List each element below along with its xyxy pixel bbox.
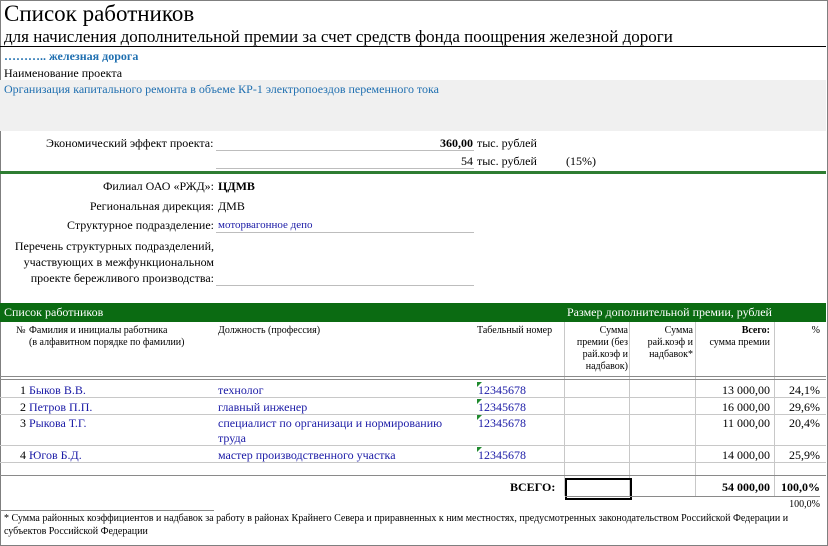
effect-value[interactable]: 360,00 xyxy=(440,136,473,150)
page-subtitle: для начисления дополнительной премии за счет средств фонда поощрения железной дороги xyxy=(4,27,673,46)
grid-col-pct xyxy=(774,322,775,496)
header-row-line-2 xyxy=(0,379,826,380)
effect-unit: тыс. рублей xyxy=(477,136,537,150)
grid-col-sum2 xyxy=(629,322,630,496)
section-divider xyxy=(0,171,826,174)
total-line-top xyxy=(0,475,826,476)
employee-tab-number[interactable]: 12345678 xyxy=(478,400,526,414)
employee-bonus-total[interactable]: 16 000,00 xyxy=(722,400,770,414)
col-total-1: Всего: xyxy=(741,325,770,336)
total-line-bottom xyxy=(565,496,820,497)
employee-bonus-pct: 24,1% xyxy=(789,383,820,397)
total-value[interactable]: 54 000,00 xyxy=(722,480,770,494)
branch-value[interactable]: ЦДМВ xyxy=(218,179,255,193)
col-num: № xyxy=(16,325,26,336)
col-sum2-3: надбавок* xyxy=(649,349,693,360)
footnote-divider xyxy=(0,510,214,511)
employee-bonus-pct: 20,4% xyxy=(789,416,820,430)
total-label: ВСЕГО: xyxy=(510,480,556,494)
row-line-3 xyxy=(0,445,826,446)
directorate-value[interactable]: ДМВ xyxy=(218,199,245,213)
header-row-line-1 xyxy=(0,376,826,377)
col-pct: % xyxy=(811,325,820,336)
col-position: Должность (профессия) xyxy=(218,325,321,336)
section-left-title: Список работников xyxy=(4,305,104,319)
check-pct: 100,0% xyxy=(789,499,820,510)
employee-tab-number[interactable]: 12345678 xyxy=(478,416,526,430)
unit-value[interactable]: моторвагонное депо xyxy=(218,219,313,231)
employee-bonus-pct: 29,6% xyxy=(789,400,820,414)
col-sum1-4: надбавок) xyxy=(585,361,628,372)
employee-bonus-pct: 25,9% xyxy=(789,448,820,462)
col-sum1-1: Сумма xyxy=(599,325,628,336)
branch-label: Филиал ОАО «РЖД»: xyxy=(102,179,214,193)
units-list-label-2: участвующих в межфункциональном xyxy=(23,255,214,269)
row-num: 3 xyxy=(20,416,26,430)
employee-position[interactable]: технолог xyxy=(218,383,264,397)
col-sum2-2: рай.коэф и xyxy=(647,337,693,348)
bonus-percent: (15%) xyxy=(566,154,596,168)
col-sum1-2: премии (без xyxy=(576,337,628,348)
employee-bonus-total[interactable]: 13 000,00 xyxy=(722,383,770,397)
footnote-line-2: субъектов Российской Федерации xyxy=(4,526,148,537)
directorate-label: Региональная дирекция: xyxy=(89,199,214,213)
project-name[interactable]: Организация капитального ремонта в объеме КР-1 электропоездов переменного тока xyxy=(4,82,439,96)
header-divider xyxy=(0,46,826,47)
col-tab: Табельный номер xyxy=(477,325,553,336)
units-list-label-3: проекте бережливого производства: xyxy=(30,271,214,285)
page-title: Список работников xyxy=(4,1,195,26)
railway-name: ……….. железная дорога xyxy=(4,49,139,63)
bonus-value[interactable]: 54 xyxy=(461,154,473,168)
effect-underline xyxy=(216,150,474,151)
employee-name[interactable]: Югов Б.Д. xyxy=(29,448,82,462)
col-name-2: (в алфавитном порядке по фамилии) xyxy=(29,337,185,348)
bonus-unit: тыс. рублей xyxy=(477,154,537,168)
row-num: 4 xyxy=(20,448,26,462)
bonus-underline xyxy=(216,168,474,169)
unit-label: Структурное подразделение: xyxy=(66,218,214,232)
footnote-line-1: * Сумма районных коэффициентов и надбавок за работу в районах Крайнего Севера и приравненных к ним местностях, предусмотренных законодательством Российской Федерации и xyxy=(4,513,789,524)
col-sum1-3: рай.коэф и xyxy=(582,349,628,360)
employee-position[interactable]: мастер производственного участка xyxy=(218,448,396,462)
grid-col-total xyxy=(695,322,696,496)
total-pct: 100,0% xyxy=(781,480,820,494)
employee-tab-number[interactable]: 12345678 xyxy=(478,448,526,462)
employee-name[interactable]: Петров П.П. xyxy=(29,400,93,414)
employee-position-line2[interactable]: труда xyxy=(218,431,246,445)
employee-position[interactable]: главный инженер xyxy=(218,400,308,414)
employee-name[interactable]: Рыкова Т.Г. xyxy=(29,416,87,430)
col-total-2: сумма премии xyxy=(709,337,770,348)
row-num: 1 xyxy=(20,383,26,397)
employee-tab-number[interactable]: 12345678 xyxy=(478,383,526,397)
col-name-1: Фамилия и инициалы работника xyxy=(29,325,168,336)
col-sum2-1: Сумма xyxy=(664,325,693,336)
table-section-header xyxy=(0,303,826,322)
employee-position[interactable]: специалист по организаци и нормированию xyxy=(218,416,443,430)
employee-bonus-total[interactable]: 11 000,00 xyxy=(722,416,770,430)
effect-label: Экономический эффект проекта: xyxy=(46,136,214,150)
section-right-title: Размер дополнительной премии, рублей xyxy=(567,305,772,319)
row-num: 2 xyxy=(20,400,26,414)
units-list-label-1: Перечень структурных подразделений, xyxy=(14,239,214,253)
employee-bonus-total[interactable]: 14 000,00 xyxy=(722,448,770,462)
project-name-label: Наименование проекта xyxy=(4,66,123,80)
grid-col-sum1 xyxy=(564,322,565,496)
employee-name[interactable]: Быков В.В. xyxy=(29,383,86,397)
unit-underline xyxy=(216,232,474,233)
units-list-underline xyxy=(216,285,474,286)
